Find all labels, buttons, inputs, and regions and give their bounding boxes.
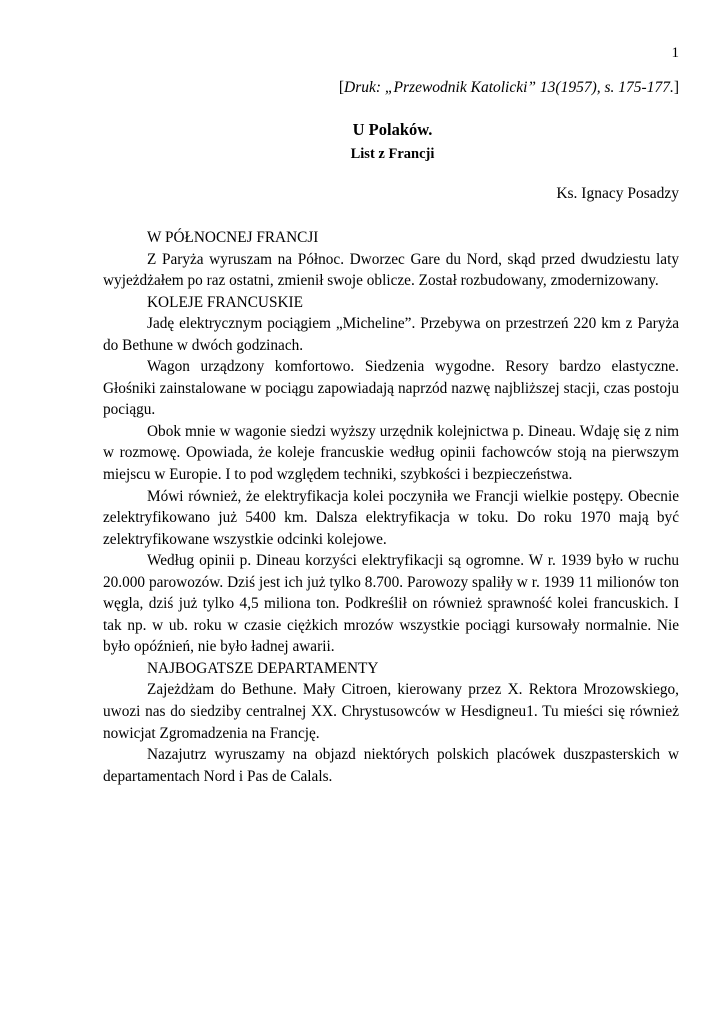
paragraph-2: Jadę elektrycznym pociągiem „Micheline”. Przebywa on przestrzeń 220 km z Paryża do Bethune w dwóch godzinach. [103, 315, 679, 354]
section-heading-north-france: W PÓŁNOCNEJ FRANCJI [147, 229, 319, 246]
source-citation [339, 78, 679, 98]
section-heading-french-railways: KOLEJE FRANCUSKIE [147, 293, 303, 311]
document-title: U Polaków. [352, 120, 433, 139]
paragraph-3: Wagon urządzony komfortowo. Siedzenia wygodne. Resory bardzo elastyczne. Głośniki zainstalowane w pociągu zapowiadają naprzód nazwę najbliższej stacji, czas postoju pociągu. [103, 358, 679, 419]
page-number: 1 [671, 45, 679, 61]
source-close-bracket: ] [673, 79, 679, 96]
paragraph-6: Według opinii p. Dineau korzyści elektryfikacji są ogromne. W r. 1939 było w ruchu 20.000 parowozów. Dziś jest ich już tylko 8.700. Parowozy spaliły w r. 1939 11 milionów ton węgla, dziś już tylko 4,5 miliona ton. Podkreślił on również sprawność kolei francuskich. I tak np. w ub. roku w czasie ciężkich mrozów wszystkie pociągi kursowały normalnie. Nie było opóźnień, nie było ładnej awarii. [103, 552, 679, 656]
source-text: Druk: „Przewodnik Katolicki” 13(1957), s. 175-177. [344, 79, 674, 96]
paragraph-1: Z Paryża wyruszam na Północ. Dworzec Gare du Nord, skąd przed dwudziestu laty wyjeżdżałem po raz ostatni, zmienił swoje oblicze. Został rozbudowany, zmodernizowany. [103, 250, 679, 290]
document-subtitle: List z Francji [350, 146, 435, 162]
paragraph-7: Zajeżdżam do Bethune. Mały Citroen, kierowany przez X. Rektora Mrozowskiego, uwozi nas do siedziby centralnej XX. Chrystusowców w Hesdigneu1. Tu mieści się również nowicjat Zgromadzenia na Francję. [103, 681, 679, 742]
source-open-bracket: [ [338, 79, 345, 96]
author-line: Ks. Ignacy Posadzy [556, 185, 679, 202]
paragraph-5: Mówi również, że elektryfikacja kolei poczyniła we Francji wielkie postępy. Obecnie zelektryfikowano już 5400 km. Dalsza elektryfikacja w toku. Do roku 1970 mają być zelektryfikowane wszystkie odcinki kolejowe. [103, 487, 679, 548]
paragraph-4: Obok mnie w wagonie siedzi wyższy urzędnik kolejnictwa p. Dineau. Wdaję się z nim w rozmowę. Opowiada, że koleje francuskie według opinii fachowców stoją na pierwszym miejscu w Europie. I to pod względem techniki, szybkości i bezpieczeństwa. [103, 422, 679, 484]
section-heading-richest-departments: NAJBOGATSZE DEPARTAMENTY [147, 659, 379, 677]
paragraph-8: Nazajutrz wyruszamy na objazd niektórych polskich placówek duszpasterskich w departamentach Nord i Pas de Calals. [103, 746, 679, 785]
article-body [103, 227, 679, 787]
